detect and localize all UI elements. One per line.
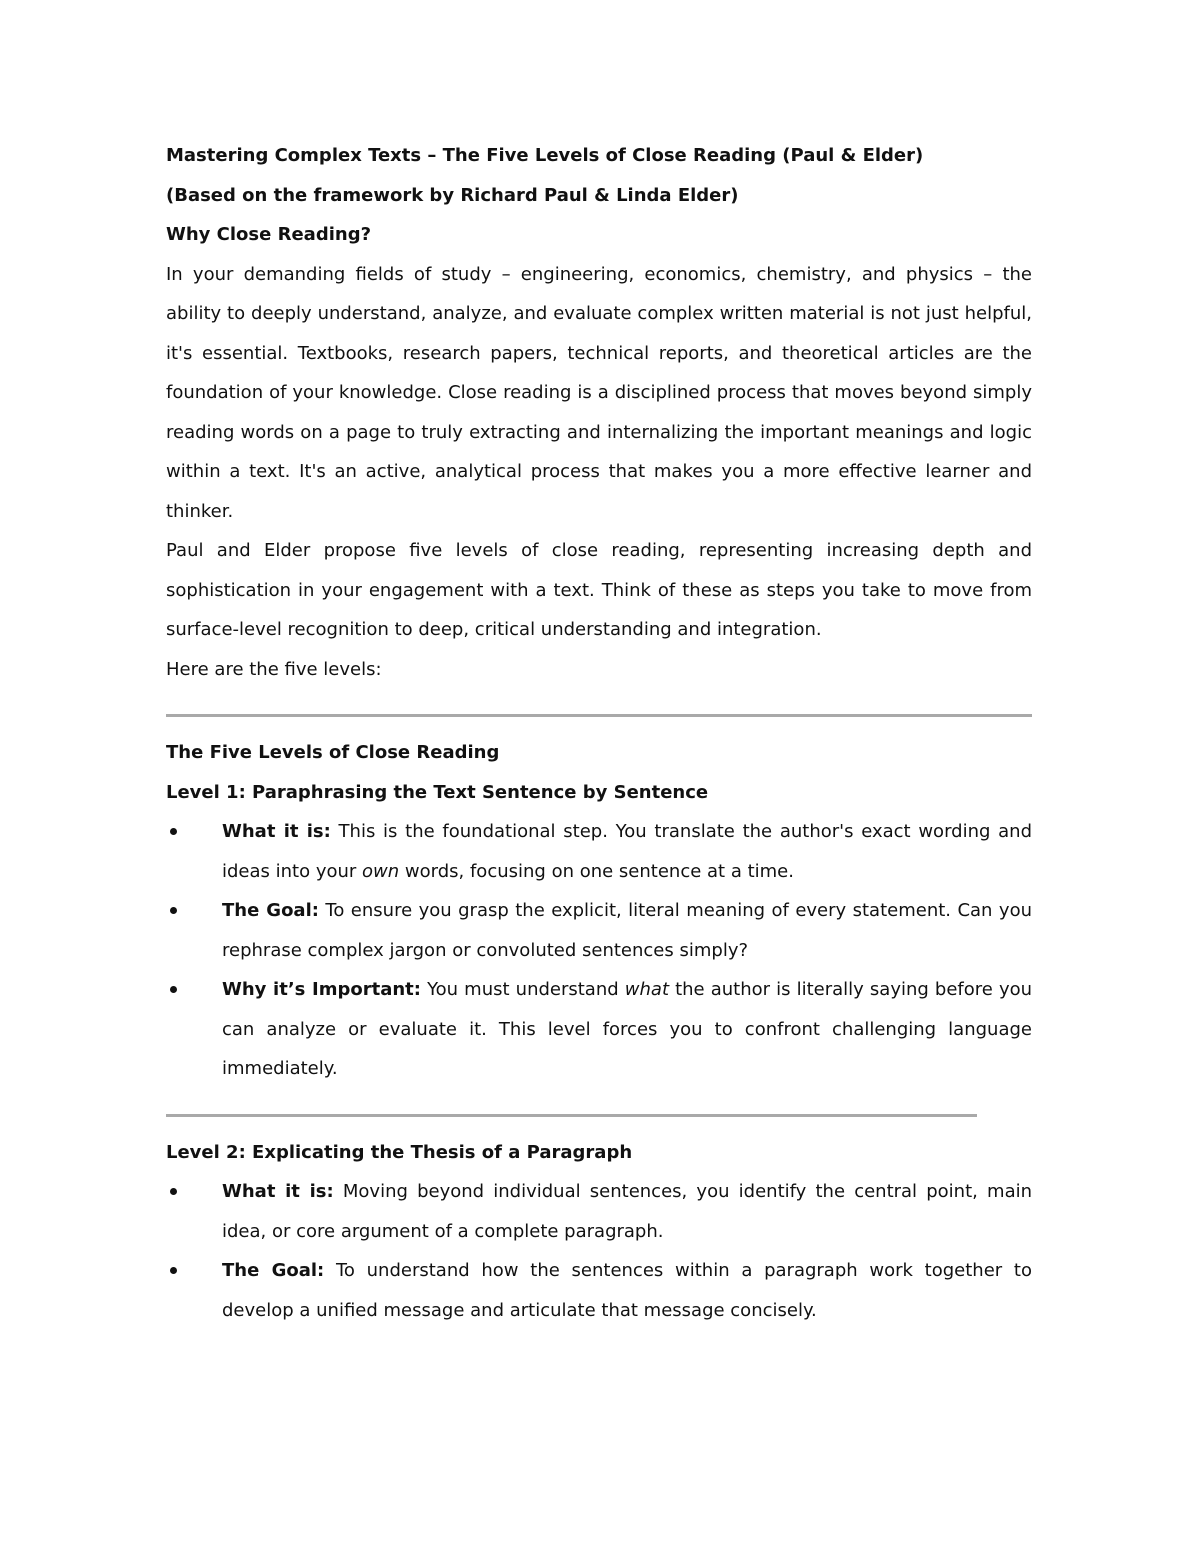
item-label: What it is:: [222, 821, 331, 842]
item-label: The Goal:: [222, 900, 319, 921]
divider-1: [166, 714, 1032, 717]
item-emphasis: own: [362, 860, 400, 882]
item-label: The Goal:: [222, 1260, 325, 1281]
document-page: [166, 136, 1032, 1330]
list-item: [166, 970, 1032, 1089]
level-1-list: [166, 812, 1032, 1089]
list-item: [166, 812, 1032, 891]
why-paragraph-2: Paul and Elder propose five levels of close reading, representing increasing depth and sophistication in your engagement with a text. Think of these as steps you take to move from surface-level recognition to deep, critical understanding and integration.: [166, 540, 1032, 640]
item-text: the author is literally saying before you can analyze or evaluate it. This level forces you to confront challenging language immediately.: [222, 979, 1033, 1079]
divider-2: [166, 1114, 977, 1117]
level-2-heading: Level 2: Explicating the Thesis of a Paragraph: [166, 1141, 633, 1163]
why-heading: Why Close Reading?: [166, 224, 372, 245]
item-label: Why it’s Important:: [222, 979, 421, 1000]
item-emphasis: what: [624, 979, 669, 1000]
item-text: words, focusing on one sentence at a time.: [399, 860, 794, 882]
list-item: [166, 1251, 1032, 1330]
item-text: This is the foundational step. You translate the author's exact wording and ideas into your: [222, 821, 1033, 882]
document-title: Mastering Complex Texts – The Five Levels of Close Reading (Paul & Elder): [166, 145, 924, 166]
list-item: [166, 891, 1032, 970]
level-2-list: [166, 1172, 1032, 1330]
section-heading: The Five Levels of Close Reading: [166, 742, 500, 763]
item-text: You must understand: [420, 979, 625, 1000]
document-subtitle: (Based on the framework by Richard Paul & Linda Elder): [166, 184, 739, 206]
item-label: What it is:: [222, 1181, 334, 1202]
list-item: [166, 1172, 1032, 1251]
item-text: To ensure you grasp the explicit, literal meaning of every statement. Can you rephrase complex jargon or convoluted sentences simply?: [222, 900, 1032, 961]
levels-intro: Here are the five levels:: [166, 658, 382, 680]
item-text: Moving beyond individual sentences, you identify the central point, main idea, or core argument of a complete paragraph.: [222, 1181, 1033, 1242]
why-paragraph-1: In your demanding fields of study – engineering, economics, chemistry, and physics – the ability to deeply understand, analyze, and evaluate complex written material is not just helpful, it's essential. Textbooks, research papers, technical reports, and theoretical articles are the foundation of your knowledge. Close reading is a disciplined process that moves beyond simply reading words on a page to truly extracting and internalizing the important meanings and logic within a text. It's an active, analytical process that makes you a more effective learner and thinker.: [166, 263, 1032, 522]
level-1-heading: Level 1: Paraphrasing the Text Sentence by Sentence: [166, 781, 709, 803]
item-text: To understand how the sentences within a paragraph work together to develop a unified message and articulate that message concisely.: [222, 1260, 1032, 1321]
